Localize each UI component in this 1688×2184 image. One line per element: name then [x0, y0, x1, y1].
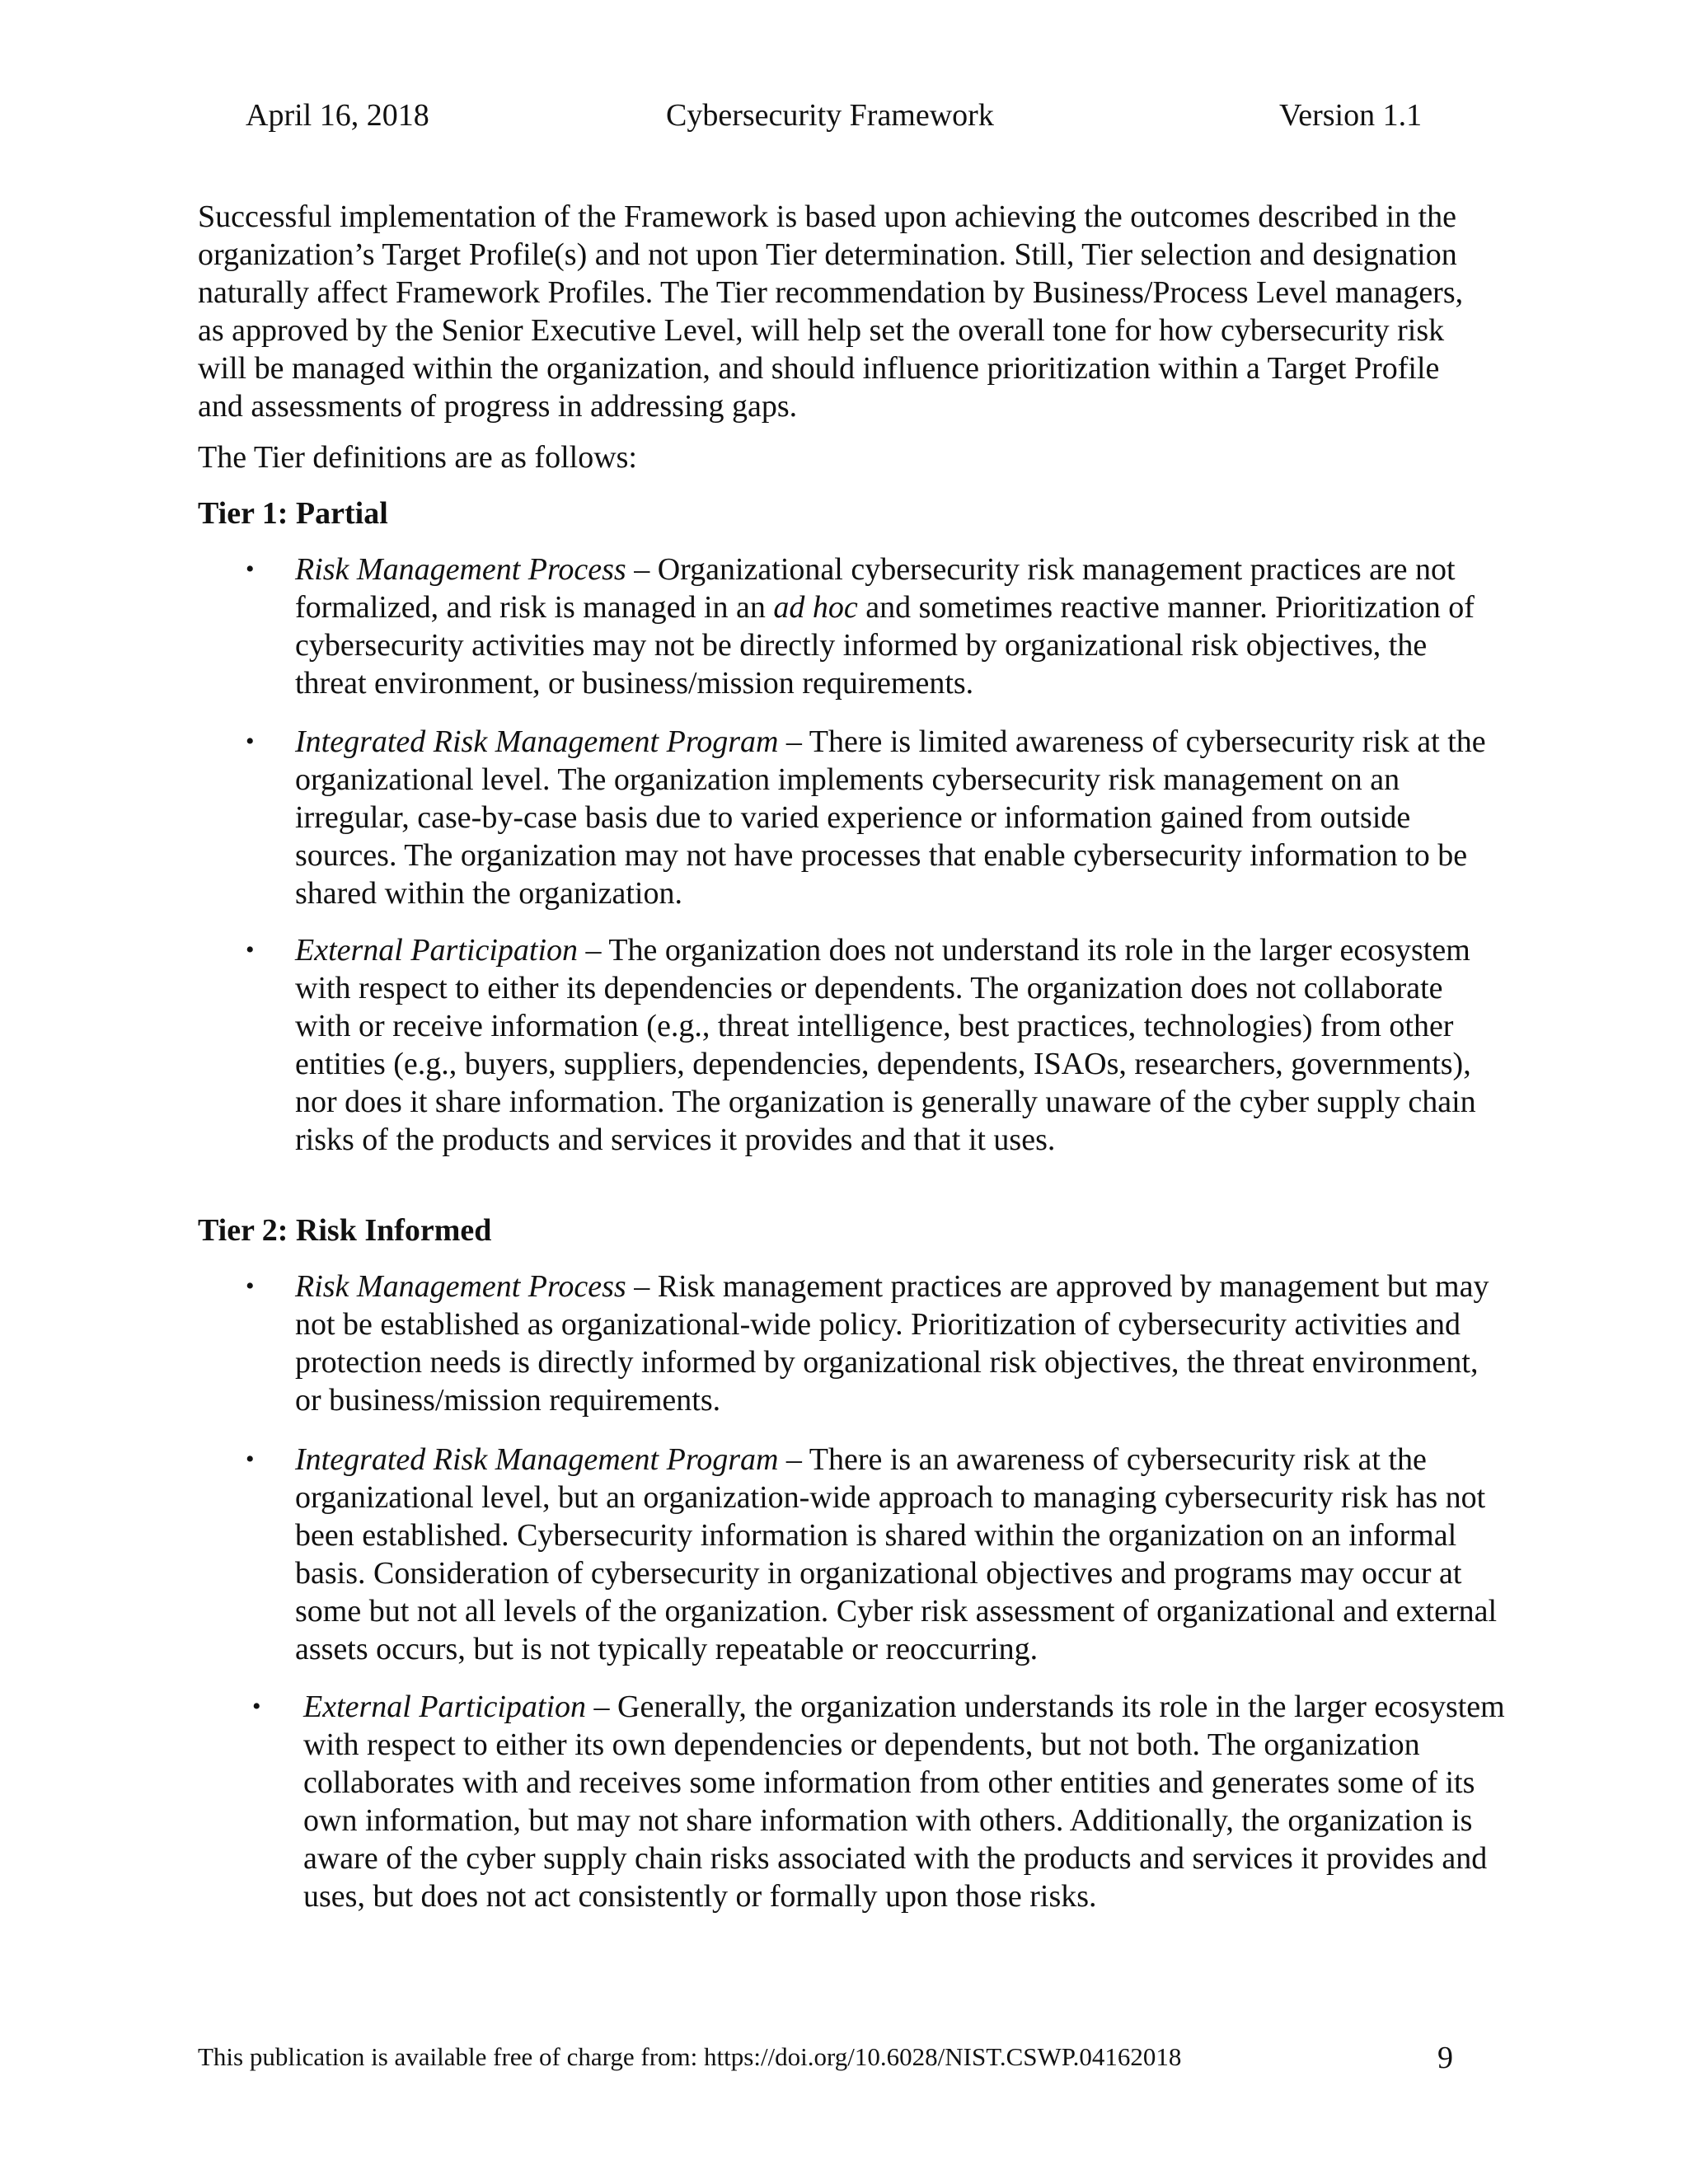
list-item — [246, 1441, 1498, 1668]
list-item-body: – Generally, the organization understands its role in the larger ecosystem with respect to either its own dependencies or dependents, but not both. The organization collaborates with and receives some information from other entities and generates some of its own information, but may not share information with others. Additionally, the organization is aware of the cyber supply chain risks associated with the products and services it provides and uses, but does not act consistently or formally upon those risks. — [303, 1690, 1505, 1914]
bullet-icon: • — [252, 1693, 261, 1720]
list-item-body-cont: and sometimes reactive manner. Prioritization of cybersecurity activities may not be directly informed by organizational risk objectives, the threat environment, or business/mission requirements. — [295, 590, 1475, 701]
list-item — [252, 1688, 1505, 1915]
bullet-icon: • — [246, 728, 255, 755]
tier-1-heading: Tier 1: Partial — [198, 496, 388, 531]
header-title: Cybersecurity Framework — [666, 98, 994, 133]
footer-availability: This publication is available free of charge from: https://doi.org/10.6028/NIST.CSWP.04162018 — [198, 2042, 1182, 2071]
list-item-body: – Organizational cybersecurity risk management practices are not formalized, and risk is managed in an — [295, 552, 1456, 625]
list-item-text — [295, 551, 1498, 702]
list-item-term: Risk Management Process — [295, 1269, 626, 1304]
list-item — [246, 723, 1498, 912]
intro-paragraph: Successful implementation of the Framework is based upon achieving the outcomes described in the organization’s Target Profile(s) and not upon Tier determination. Still, Tier selection and designation naturally affect Framework Profiles. The Tier recommendation by Business/Process Level managers, as approved by the Senior Executive Level, will help set the overall tone for how cybersecurity risk will be managed within the organization, and should influence prioritization within a Target Profile and assessments of progress in addressing gaps. — [198, 199, 1464, 424]
list-item-text — [295, 723, 1498, 912]
bullet-icon: • — [246, 1446, 255, 1473]
list-item-text — [295, 1268, 1498, 1419]
header-date: April 16, 2018 — [246, 98, 429, 133]
list-item-term: External Participation — [295, 933, 579, 968]
page-number: 9 — [1437, 2041, 1453, 2075]
list-item — [246, 551, 1498, 702]
list-item-body: – Risk management practices are approved by management but may not be established as organizational-wide policy. Prioritization of cybersecurity activities and protection needs is directly informed by organizational risk objectives, the threat environment, or business/mission requirements. — [295, 1269, 1489, 1418]
tier-2-heading: Tier 2: Risk Informed — [198, 1213, 492, 1248]
list-item-term: Integrated Risk Management Program — [295, 1442, 779, 1477]
list-item-term: Risk Management Process — [295, 552, 626, 587]
list-item-term: External Participation — [303, 1690, 587, 1724]
header-version: Version 1.1 — [1279, 98, 1423, 133]
list-item — [246, 1268, 1498, 1419]
bullet-icon: • — [246, 555, 255, 583]
tier-definitions-lead: The Tier definitions are as follows: — [198, 440, 637, 475]
list-item — [246, 931, 1498, 1159]
list-item-body: – There is limited awareness of cybersecurity risk at the organizational level. The organization implements cybersecurity risk management on an irregular, case-by-case basis due to varied experience or information gained from outside sources. The organization may not have processes that enable cybersecurity information to be shared within the organization. — [295, 724, 1486, 911]
list-item-body: – There is an awareness of cybersecurity risk at the organizational level, but an organization-wide approach to managing cybersecurity risk has not been established. Cybersecurity information is shared within the organization on an informal basis. Consideration of cybersecurity in organizational objectives and programs may occur at some but not all levels of the organization. Cyber risk assessment of organizational and external assets occurs, but is not typically repeatable or reoccurring. — [295, 1442, 1498, 1666]
bullet-icon: • — [246, 936, 255, 963]
list-item-emphasis: ad hoc — [773, 590, 858, 625]
list-item-term: Integrated Risk Management Program — [295, 724, 779, 759]
list-item-text — [295, 931, 1498, 1159]
bullet-icon: • — [246, 1272, 255, 1300]
list-item-body: – The organization does not understand its role in the larger ecosystem with respect to either its dependencies or dependents. The organization does not collaborate with or receive information (e.g., threat intelligence, best practices, technologies) from other entities (e.g., buyers, suppliers, dependencies, dependents, ISAOs, researchers, governments), nor does it share information. The organization is generally unaware of the cyber supply chain risks of the products and services it provides and that it uses. — [295, 933, 1476, 1157]
list-item-text — [295, 1441, 1498, 1668]
list-item-text — [303, 1688, 1505, 1915]
